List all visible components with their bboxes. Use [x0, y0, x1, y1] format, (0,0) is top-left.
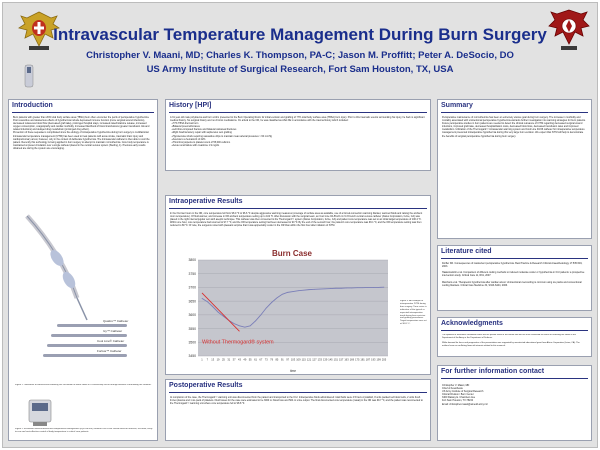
figure-2-caption: Figure 2. A catheter based intravascular temperature management (Icy/Cool line) catheter can circuit closed need for effective, accurate, easy-to-use and cost-effective control of body temperature in critical care patients. [15, 428, 153, 433]
data-point [298, 290, 299, 291]
data-point [325, 288, 326, 289]
x-tick-label: 193 [371, 358, 376, 362]
catheter-label: Cool Line® Catheter [97, 339, 125, 343]
x-tick-label: 175 [355, 358, 360, 362]
introduction-heading: Introduction [12, 102, 53, 109]
data-point [319, 289, 320, 290]
data-point [309, 289, 310, 290]
introduction-text: Burn patients with greater than 20% total body surface area (TBSA) burn often encounter the perils of perioperative hypothermia. Post resuscitive and deleterious effects of hypothermia include depressed immune function (more surgical wound infections), decreased cutaneous blood flow (decreased graft take), prolonged hospital stays, increased catecholamine release, increased oxygen consumption, coagulopathy and cardiac morbidity. Increased likelihood of blood transfusions (greater transfusion risk and related infections) and delayed drug metabolism (prolonged drug effect). Prevention of these sequelae is complicated since the etiology of intraoperative hypothermia during burn surgery is multifactorial. Intravascular temperature management (IVTM) has been used to treat patients with acute stroke, traumatic brain injury and cardiopulmonary arrest, however, only in the context of deliberate hypothermia. The Intravascular catheter is then able to cool the patient. Recently this technology is being applied in burn surgery to attempt to maintain normothermia. Core body temperature is maintained at preset circulation over a single catheter placed in the central venous system (Sterling, 1). Previous early results obtained are during the system are encouraging. [13, 116, 150, 150]
x-tick-label: 97 [286, 358, 290, 362]
history-panel [165, 99, 431, 171]
x-tick-label: 169 [349, 358, 355, 362]
heading-rule [441, 258, 588, 259]
x-tick-label: 67 [259, 358, 263, 362]
y-tick-label: 3750 [188, 271, 196, 276]
postoperative-heading: Postoperative Results [169, 382, 243, 389]
literature-text: Dorfler KR. Consequences of inadvertent perioperative hypothermia. Best Practice & Research Clinical Anaesthesiology 17:535-549, 2003. Haakonsdottir et al. Comparison of different cooling methods to induced moderate cooler or hypothermia in ICU patients: a prospective intervention study. Critical Care 11, R91, 2007. Marchant et al. Therapeutic hypothermia after cardiac arrest: Unintentional overcooling is common using ice packs and conventional cooling blankets. Critical Care Medicine 34, S343-S444, 2006. [442, 262, 585, 287]
summary-panel [437, 99, 592, 239]
x-tick-label: 181 [360, 358, 365, 362]
data-point [303, 290, 304, 291]
x-tick-label: 163 [344, 358, 349, 362]
x-tick-label: 151 [333, 358, 338, 362]
y-tick-label: 3450 [188, 354, 196, 359]
data-point [250, 325, 251, 326]
data-point [212, 306, 213, 307]
data-point [261, 315, 262, 316]
figure-3-caption: Figure 3. An example of intraoperative IVTM during burn surgery. Time series is indicative of the typical or expected intraoperative trend during burn excision and grafting procedures. Target temperature was set at 36.8 °C. [400, 300, 428, 326]
figure-2-warming-device [23, 398, 63, 428]
x-tick-label: 25 [221, 358, 225, 362]
data-point [362, 287, 363, 288]
data-point [352, 288, 353, 289]
data-point [368, 287, 369, 288]
acknowledgments-heading: Acknowledgments [441, 320, 503, 327]
data-point [357, 287, 358, 288]
chart-title: Burn Case [271, 249, 313, 258]
x-tick-label: 43 [238, 358, 241, 362]
data-point [277, 298, 278, 299]
data-point [373, 287, 374, 288]
postoperative-text: At completion of the case, the Thermogard™ warming unit was disconnected from the patient and transported to the ICU. Intraoperative fluids administered: total fluids were 4.5 liters crystalloid, 8 units packed red blood cells, 2 units fresh frozen plasma and 1 six-pack of platelets. Fluid losses for the case were estimated to be 3000 cc blood loss and 500 cc urine output. The final documented core temperature (nasal) in the OR was 99.7 °F, and the patient was reconnected to the Thermogard™ warming unit where core temperature fell to 98.8 °F. [170, 396, 424, 406]
heading-rule [169, 392, 427, 393]
data-point [244, 327, 245, 328]
x-tick-label: 1 [201, 358, 203, 362]
data-point [207, 301, 208, 302]
y-tick-label: 3500 [188, 340, 196, 345]
data-point [384, 287, 385, 288]
data-point [335, 288, 336, 289]
data-point [282, 294, 283, 295]
intraoperative-panel [165, 195, 431, 375]
intraoperative-text: In the first two hours in the OR, core temperature fell from 98.0 °F to 96.6 °F despite aggressive warming measures (coverage of surface area as available, use of a forced-convection warming blanket, warmed fluids and raising the ambient room temperature). Of fluid warmer, and increase in OR ambient temperature setting up to 102 °F. After discussion with the surgical team, an Cool Line ICL56.22 cm 9.3 French central venous catheter (Alsius Corporation, Irvine, CA) was placed in the right internal jugular vein with aseptic technique. This catheter was then connected to the Thermogard™ system (Alsius Corporation, Irvine, CA) and patient core temperature was set to an initial target temperature of 100.4 °F. Within one hour, core temperature had returned to 97.7 °F, and the OR temperature setting had been decreased to 90 °F. By the end of the second hour, the patient's core temperature was 99.1 °F, and the OR temperature setting was then reduced to 80 °F. Of note, the surgeons noted with pleasant surprise that it was appreciably cooler in the OR than within the first hour after initiation of IVTM. [170, 212, 423, 228]
x-tick-label: 199 [376, 358, 381, 362]
y-tick-label: 3800 [188, 258, 196, 263]
data-point [218, 312, 219, 313]
heading-rule [441, 330, 588, 331]
data-point [287, 292, 288, 293]
heading-rule [441, 112, 588, 113]
literature-panel [437, 245, 592, 311]
x-tick-label: 157 [339, 358, 344, 362]
summary-text: Perioperative maintenance of normothermia has been an extremely elusive goal during burn surgery. The increase in morbidity and mortality associated with unintentional perioperative hypothermia warrants further investigation into warming strategies for burn patients. Future perioperative studies in burn patients are needed to detect the clinical relevance of IVTM regarding decreased surgical wound infections, improved graft take, decreased hospitalization costs, decreased blood loss, decreased transfusion rates and improved metabolism. Utilization of the Thermogard™ intravascular warming system and Cool Line ICL56 catheter for intraoperative temperature management prevented intraoperative hypothermia during this very large burn excision. We expect that IVTM will help to demonstrate the benefits of surgical perioperative hypothermia during burn surgery. [442, 116, 587, 138]
x-tick-label: 37 [232, 358, 236, 362]
figure-1-catheter-illustration [17, 208, 149, 360]
heading-rule [169, 112, 427, 113]
contact-heading: For further information contact [441, 368, 545, 375]
data-point [293, 291, 294, 292]
history-text: A 31 year old male polytrauma and burn victim presented to the Burn Operating Room for initial excision and grafting of 77% total body surface area (TBSA) burn injury. Prior to this traumatic events surrounding his injury, he had no significant medical history. No surgical history and no chronic medications. On arrival to the OR, he was classified as ASA 3/E in accordance with the trauma history which included: +77% TBSA thermal burn +Bilateral pneumothoraces +Left tibio-computed fracture and bilateral calcaneal fractures +Right brachial artery repair with saphenous vein grafting +Hypotensive shock requiring vasoactive drips to maintain mean arterial pressures > 60 mmHg +Anemia to a hematocrit of 22% +Thrombocytopenia to platelet count of 55,000 cells/mL +Acute renal failure with creatinine 1.9 mg/dL [170, 116, 425, 147]
x-tick-label: 139 [322, 358, 328, 362]
x-tick-label: 205 [381, 358, 387, 362]
data-point [314, 289, 315, 290]
catheter-photo [15, 63, 45, 93]
heading-rule [441, 378, 588, 379]
x-tick-label: 79 [270, 358, 274, 362]
data-point [234, 323, 235, 324]
intraoperative-heading: Intraoperative Results [169, 198, 243, 205]
contact-text: Christopher V. Maani, MD Chief of Anesthesia US Army Institute of Surgical Research Clinical Division / Burn Center 3400 Rawley E. Chambers Ave Fort Sam Houston, TX 78234 Email: christopher.maani@amedd.army.mil [442, 384, 488, 406]
affiliation: US Army Institute of Surgical Research, Fort Sam Houston, TX, USA [146, 64, 454, 75]
catheter-label: Fortius™ Catheter [97, 349, 122, 353]
x-tick-label: 127 [312, 358, 317, 362]
y-tick-label: 3550 [188, 326, 196, 331]
x-tick-label: 13 [211, 358, 215, 362]
y-tick-label: 3600 [188, 313, 196, 318]
x-tick-label: 115 [301, 358, 306, 362]
acknowledgments-text: The opinions or assertions contained herein are the private views of the author and are not to be construed as official or reflecting the views of the Department of the Army or the Department of Defense. While deemed for focus and prognostics of the presentation was supported by unrestricted educational grant from Alsius Corporation (Irvine, CA). The authors have no conflicting financial interests related to this research. [442, 334, 580, 347]
x-axis-label: time [289, 369, 297, 373]
x-tick-label: 109 [296, 358, 301, 362]
x-tick-label: 85 [275, 358, 279, 362]
x-tick-label: 187 [365, 358, 371, 362]
data-point [202, 298, 203, 299]
y-tick-label: 3650 [188, 299, 196, 304]
x-tick-label: 61 [254, 358, 257, 362]
x-tick-label: 55 [248, 358, 252, 362]
data-point [255, 321, 256, 322]
x-tick-label: 49 [243, 358, 247, 362]
data-point [341, 288, 342, 289]
x-tick-label: 7 [206, 358, 209, 362]
poster-title: Intravascular Temperature Management During Burn Surgery [53, 25, 547, 44]
author-list: Christopher V. Maani, MD; Charles K. Thompson, PA-C; Jason M. Proffitt; Peter A. DeSocio, DO [86, 50, 514, 61]
data-point [223, 316, 224, 317]
contact-panel [437, 365, 592, 441]
x-tick-label: 19 [216, 358, 220, 362]
data-point [346, 288, 347, 289]
history-heading: History [HPI] [169, 102, 212, 109]
catheter-label: Quattro™ Catheter [103, 319, 129, 323]
data-point [378, 287, 379, 288]
x-tick-label: 91 [280, 358, 284, 362]
x-tick-label: 73 [264, 358, 268, 362]
y-tick-label: 3700 [188, 285, 196, 290]
heading-rule [169, 208, 427, 209]
postoperative-panel [165, 379, 431, 441]
literature-heading: Literature cited [441, 248, 492, 255]
catheter-label: Icy™ Catheter [103, 329, 123, 333]
x-tick-label: 121 [306, 358, 312, 362]
poster [2, 2, 598, 448]
x-tick-label: 133 [317, 358, 322, 362]
data-point [266, 308, 267, 309]
acknowledgments-panel [437, 317, 592, 357]
x-tick-label: 145 [328, 358, 333, 362]
figure-1-caption: Figure 1. Illustration of intravascular warming are circulation of warm saline in a closed-loop circuit through balloons surrounding the catheter. [15, 384, 152, 386]
introduction-panel [8, 99, 158, 441]
x-tick-label: 31 [227, 358, 231, 362]
x-tick-label: 103 [290, 358, 296, 362]
summary-heading: Summary [441, 102, 473, 109]
data-point [330, 288, 331, 289]
heading-rule [12, 112, 154, 113]
data-point [271, 302, 272, 303]
burn-case-chart [172, 246, 396, 374]
annotation-label: Without Thermogard® system [202, 339, 274, 346]
data-point [239, 325, 240, 326]
